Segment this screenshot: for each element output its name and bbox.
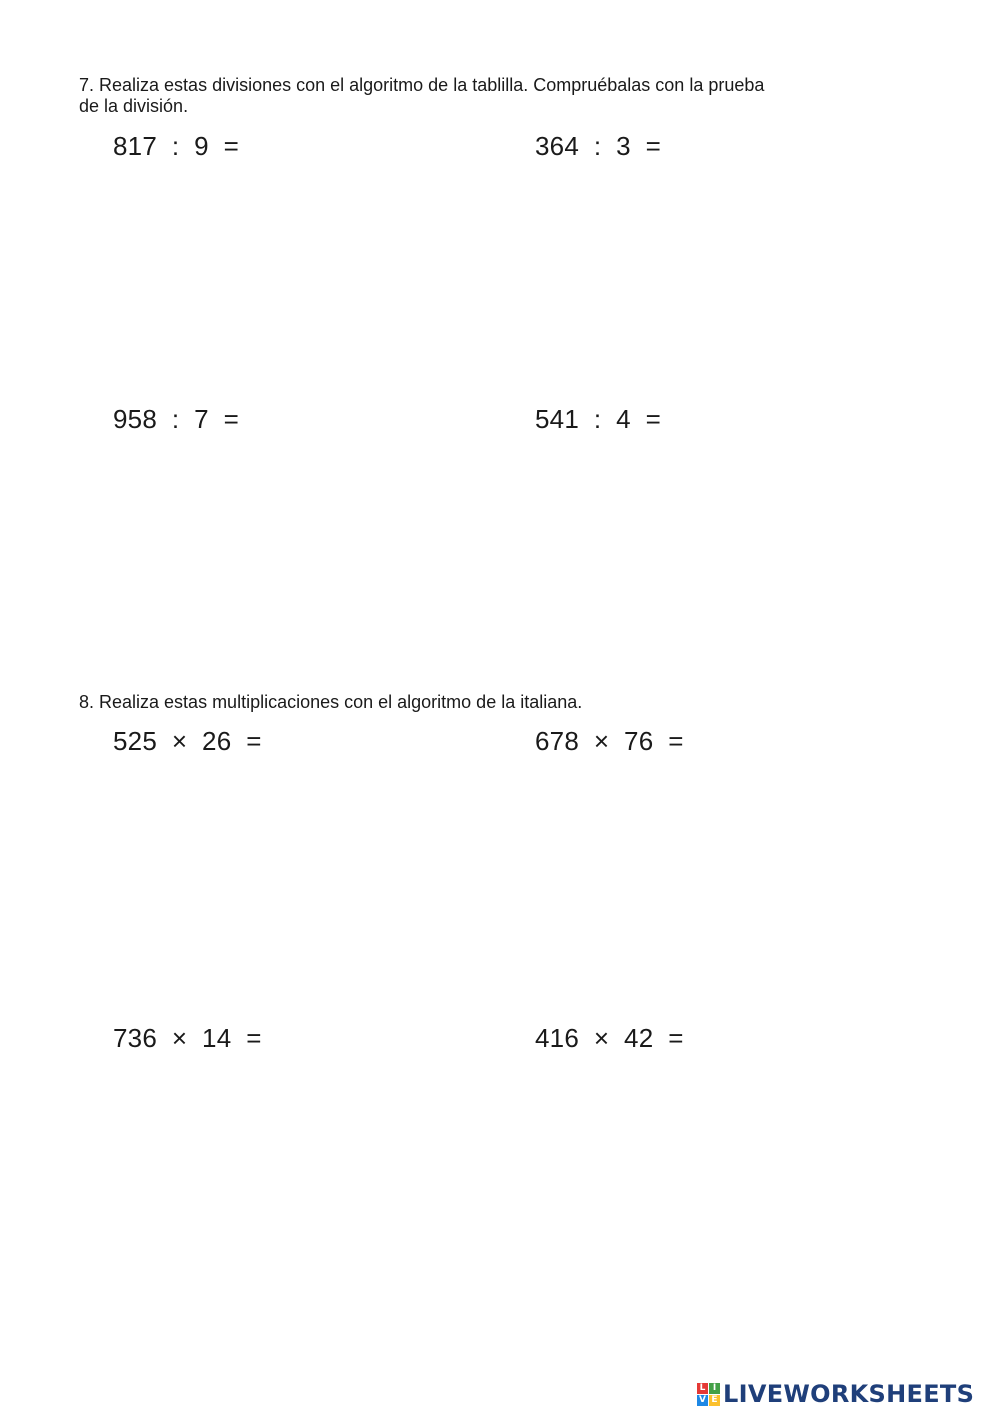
logo-letter-v: V [697,1395,708,1406]
logo-letter-i: I [709,1383,720,1394]
logo-letter-l: L [697,1383,708,1394]
instruction-7-line1: 7. Realiza estas divisiones con el algoritmo de la tablilla. Compruébalas con la prueba [79,75,765,95]
logo-text: LIVEWORKSHEETS [723,1380,975,1408]
instruction-7 [79,75,879,117]
division-problem-2: 364 : 3 = [535,131,661,161]
division-problem-3: 958 : 7 = [113,404,239,434]
multiplication-problem-4: 416 × 42 = [535,1023,684,1053]
instruction-8: 8. Realiza estas multiplicaciones con el algoritmo de la italiana. [79,692,583,712]
division-problem-4: 541 : 4 = [535,404,661,434]
division-problem-1: 817 : 9 = [113,131,239,161]
liveworksheets-logo [697,1379,974,1409]
instruction-7-line2: de la división. [79,96,189,116]
multiplication-problem-3: 736 × 14 = [113,1023,262,1053]
multiplication-problem-2: 678 × 76 = [535,726,684,756]
logo-mark-icon [697,1383,720,1406]
multiplication-problem-1: 525 × 26 = [113,726,262,756]
logo-letter-e: E [709,1395,720,1406]
